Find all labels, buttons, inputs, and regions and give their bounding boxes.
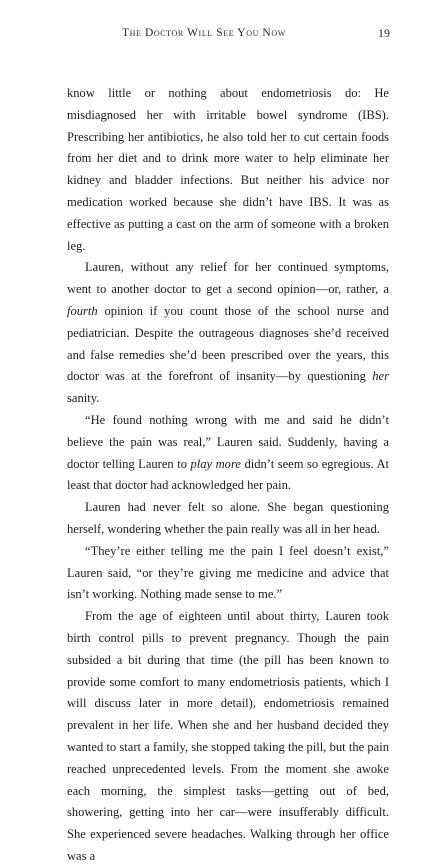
paragraph-2	[67, 257, 389, 410]
emphasis-play-more: play more	[190, 456, 241, 471]
paragraph-2-text-b: opinion if you count those of the school nurse and pediatrician. Despite the outrageous diagnoses she’d received and false remedies she’d been prescribed over the years, this doctor was at the forefront of insanity—by questioning	[67, 303, 389, 384]
emphasis-fourth: fourth	[67, 303, 98, 318]
paragraph-3	[67, 410, 389, 497]
paragraph-5-text: “They’re either telling me the pain I feel doesn’t exist,” Lauren said, “or they’re giving me medicine and advice that isn’t working. Nothing made sense to me.”	[67, 543, 389, 602]
paragraph-3-text-a: “He found nothing wrong with me and said he didn’t believe the pain was real,” Lauren said. Suddenly, having a doctor telling Lauren to	[67, 412, 389, 471]
paragraph-3-text-b: didn’t seem so egregious. At least that doctor had acknowledged her pain.	[67, 456, 389, 493]
paragraph-4	[67, 497, 389, 541]
running-head: The Doctor Will See You Now	[122, 27, 286, 39]
paragraph-1-text: know little or nothing about endometriosis do: He misdiagnosed her with irritable bowel syndrome (IBS). Prescribing her antibiotics, he also told her to cut certain foods from her diet and to drink more water to help eliminate her kidney and bladder infections. But neither his advice nor medication worked because she didn’t have IBS. It was as effective as putting a cast on the arm of someone with a broken leg.	[67, 86, 389, 253]
paragraph-2-text-c: sanity.	[67, 391, 100, 406]
page-number: 19	[378, 26, 390, 40]
body-text	[67, 83, 389, 868]
paragraph-6-text: From the age of eighteen until about thirty, Lauren took birth control pills to prevent pregnancy. Though the pain subsided a bit during that time (the pill has been known to provide some comfort to many endometriosis patients, which I will discuss later in more detail), endometriosis remained prevalent in her life. When she and her husband decided they wanted to start a family, she stopped taking the pill, but the pain reached unprecedented levels. From the moment she awoke each morning, the simplest tasks—getting out of bed, showering, getting into her car—were insufferably difficult. She experienced severe headaches. Walking through her office was a	[67, 609, 389, 863]
paragraph-4-text: Lauren had never felt so alone. She began questioning herself, wondering whether the pain really was all in her head.	[67, 500, 389, 536]
emphasis-her: her	[372, 369, 389, 384]
paragraph-1	[67, 83, 389, 257]
paragraph-6	[67, 606, 389, 868]
paragraph-2-text-a: Lauren, without any relief for her continued symptoms, went to another doctor to get a second opinion—or, rather, a	[67, 260, 389, 297]
paragraph-5	[67, 541, 389, 606]
